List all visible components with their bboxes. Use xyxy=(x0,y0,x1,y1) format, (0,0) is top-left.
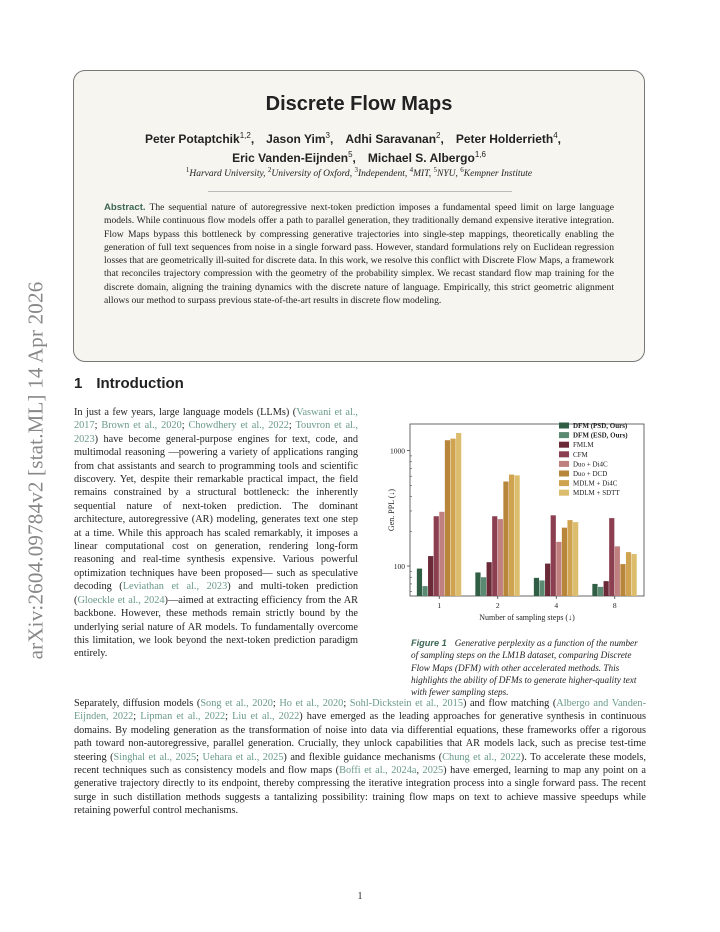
body-text: ; xyxy=(181,420,189,432)
affiliation-number: 5 xyxy=(433,166,438,174)
bar xyxy=(592,584,597,596)
figure-label: Figure 1 xyxy=(411,638,447,648)
legend-label: Duo + DCD xyxy=(573,470,608,478)
bar xyxy=(498,519,503,596)
bar xyxy=(492,516,497,596)
citation-link[interactable]: Uehara et al., 2025 xyxy=(202,751,284,763)
legend-swatch xyxy=(559,423,569,429)
figure-caption xyxy=(411,637,647,698)
bar xyxy=(626,552,631,596)
paper-title: Discrete Flow Maps xyxy=(265,93,453,115)
title-abstract-box xyxy=(73,70,645,362)
legend-swatch xyxy=(559,461,569,467)
bar xyxy=(487,562,492,596)
author-affiliation-mark: 4 xyxy=(553,131,558,140)
bar xyxy=(450,439,455,596)
intro-paragraph-1 xyxy=(74,406,358,661)
bar xyxy=(428,556,433,596)
affiliation-name: MIT xyxy=(413,169,429,180)
citation-link[interactable]: Chung et al., 2022 xyxy=(442,751,521,763)
legend-swatch xyxy=(559,490,569,496)
affiliation-number: 2 xyxy=(267,166,272,174)
abstract-body: The sequential nature of autoregressive next-token prediction imposes a fundamental speed limit on large language models. While continuous flow models offer a path to parallel generation, they traditionally demand expensive iterative integration. Flow Maps bypass this bottleneck by compressing generative trajectories into single-step mappings, theoretically enabling the generation of full text sequences from noise in a single forward pass. However, standard formulations rely on Euclidean regression losses that are geometrically ill-suited for discrete data. In this work, we resolve this conflict with Discrete Flow Maps, a framework that reconciles trajectory compression with the geometry of the probability simplex. We recast standard flow map training for the discrete domain, aligning the training dynamics with the discrete nature of language. Empirically, this strict geometric alignment allows our method to surpass previous state-of-the-art results in discrete flow modeling. xyxy=(104,202,614,307)
bar xyxy=(632,554,637,596)
citation-link[interactable]: Brown et al., 2020 xyxy=(101,420,182,432)
affiliation-number: 4 xyxy=(409,166,414,174)
bar xyxy=(620,564,625,596)
page-number: 1 xyxy=(357,891,363,902)
bar xyxy=(609,518,614,596)
bar xyxy=(567,520,572,596)
x-axis-label: Number of sampling steps (↓) xyxy=(479,613,575,622)
body-text: ; xyxy=(288,420,296,432)
section-title: Introduction xyxy=(96,375,184,392)
author-affiliation-mark: 1,2 xyxy=(239,131,251,140)
body-text: Separately, diffusion models ( xyxy=(74,698,201,709)
body-text: ) have emerged as the leading approaches for generative synthesis in continuous domains. By modeling generation as the transformation of noise into data via differential equations, these frameworks offer a rigorous path toward non-autoregressive, parallel generation. Crucially, they unlock capabilities that AR models lack, such as precise test-time steering ( xyxy=(74,711,646,763)
citation-link[interactable]: Singhal et al., 2025 xyxy=(113,751,197,763)
body-text: , xyxy=(416,765,423,777)
citation-link[interactable]: Boffi et al., 2024a xyxy=(339,765,417,777)
legend-swatch xyxy=(559,480,569,486)
body-text: ; xyxy=(343,698,350,709)
abstract xyxy=(104,201,614,307)
affiliation-list: $^1$Harvard University, $^2$University of Oxford, $^3$Independent, $^4$MIT, $^5$NYU, $^6$Kempner Institute xyxy=(185,166,533,180)
citation-link[interactable]: Leviathan et al., 2023 xyxy=(122,581,228,593)
bar xyxy=(598,587,603,596)
bar xyxy=(573,522,578,596)
bar xyxy=(422,586,427,596)
divider xyxy=(208,191,512,192)
body-text: ) and flow matching ( xyxy=(462,698,557,709)
body-text: ; xyxy=(272,698,280,709)
arxiv-id-text: arXiv:2604.09784v2 [stat.ML] 14 Apr 2026 xyxy=(23,281,48,659)
body-text: ). To accelerate these models, recent techniques such as consistency models and flow maps ( xyxy=(74,751,646,777)
citation-link[interactable]: Sohl-Dickstein et al., 2015 xyxy=(349,698,463,709)
arxiv-identifier xyxy=(16,250,56,690)
body-text: ; xyxy=(196,751,203,763)
author-name: Peter Potaptchik xyxy=(145,132,240,146)
figure-1-chart xyxy=(382,416,650,626)
legend-label: DFM (ESD, Ours) xyxy=(573,431,628,440)
body-text: ; xyxy=(225,711,233,723)
author-name: Eric Vanden-Eijnden xyxy=(232,151,349,165)
abstract-label: Abstract. xyxy=(104,202,146,213)
intro-paragraph-2 xyxy=(74,697,646,818)
y-tick-label: 1000 xyxy=(390,446,405,456)
affiliation-number: 3 xyxy=(354,166,358,174)
x-tick-label: 8 xyxy=(612,601,617,610)
bar xyxy=(562,528,567,596)
legend-swatch xyxy=(559,451,569,457)
citation-link[interactable]: Chowdhery et al., 2022 xyxy=(188,420,289,432)
y-tick-label: 100 xyxy=(393,562,405,572)
x-tick-label: 4 xyxy=(554,601,559,610)
caption-text: Generative perplexity as a function of the number of sampling steps on the LM1B dataset, comparing Discrete Flow Maps (DFM) with other accelerated methods. This highlights the ability of DFMs to generate higher-quality text with fewer sampling steps. xyxy=(411,638,638,698)
bar xyxy=(456,433,461,596)
bar xyxy=(445,440,450,596)
author-affiliation-mark: 1,6 xyxy=(474,150,486,159)
bar xyxy=(556,542,561,596)
affiliation-name: University of Oxford xyxy=(271,169,350,180)
legend-swatch xyxy=(559,471,569,477)
affiliation-name: NYU xyxy=(437,169,456,180)
bar xyxy=(545,564,550,596)
bar xyxy=(481,577,486,596)
x-tick-label: 1 xyxy=(437,601,442,610)
bar-chart xyxy=(382,416,650,626)
citation-link[interactable]: Gloeckle et al., 2024 xyxy=(77,594,165,606)
body-text: ) have emerged, learning to map any point on a generative trajectory directly to its endpoint, thereby compressing the iterative integration process into a single forward pass. The recent surge in such distillation methods suggests a tantalizing possibility: training flow maps on text to achieve massive speedups while retaining powerful control mechanisms. xyxy=(74,765,646,817)
legend-label: CFM xyxy=(573,450,588,459)
legend-swatch xyxy=(559,442,569,448)
x-tick-label: 2 xyxy=(495,601,500,610)
author-affiliation-mark: 2 xyxy=(436,131,441,140)
affiliation-name: Harvard University xyxy=(189,169,264,180)
citation-link[interactable]: Vaswani et al., 2017 xyxy=(74,407,358,432)
body-text: )—aimed at extracting efficiency from the AR backbone. However, these methods remain strictly bound by the underlying serial nature of AR models. To fundamentally overcome this limitation, we look beyond the next-token prediction paradigm entirely. xyxy=(74,594,358,660)
bar xyxy=(604,581,609,596)
legend-label: FMLM xyxy=(573,441,594,450)
affiliation-name: Independent xyxy=(357,169,405,180)
citation-link[interactable]: Ho et al., 2020 xyxy=(279,698,344,709)
bar xyxy=(534,578,539,596)
legend-label: Duo + Di4C xyxy=(573,460,608,469)
citation-link[interactable]: Albergo and Vanden-Eijnden, 2022 xyxy=(74,698,647,723)
legend-label: MDLM + Di4C xyxy=(573,479,618,488)
body-text: In just a few years, large language models (LLMs) ( xyxy=(74,407,297,418)
bar xyxy=(417,569,422,596)
bar xyxy=(539,580,544,596)
author-name: Michael S. Albergo xyxy=(367,151,475,165)
y-axis-label: Gen. PPL (↓) xyxy=(387,488,396,532)
body-text: ) and flexible guidance mechanisms ( xyxy=(283,751,443,763)
bar xyxy=(509,475,514,596)
legend-label: DFM (PSD, Ours) xyxy=(573,422,628,430)
section-number: 1 xyxy=(74,375,83,392)
citation-link[interactable]: Song et al., 2020 xyxy=(200,698,273,709)
citation-link[interactable]: Liu et al., 2022 xyxy=(232,711,300,723)
affiliation-number: 6 xyxy=(460,166,464,174)
section-heading xyxy=(74,375,184,392)
body-text: ) and multi-token prediction ( xyxy=(74,581,359,606)
citation-link[interactable]: 2025 xyxy=(422,765,444,777)
author-name: Adhi Saravanan xyxy=(345,132,437,146)
legend-label: MDLM + SDTT xyxy=(573,489,620,498)
bar xyxy=(615,546,620,596)
bar xyxy=(551,515,556,596)
author-name: Jason Yim xyxy=(266,132,326,146)
bar xyxy=(475,572,480,596)
bar xyxy=(503,481,508,596)
author-list: Peter Potaptchik$^{1,2}$, Jason Yim$^3$, Adhi Saravanan$^2$, Peter Holderrieth$^4$, Eric Vanden-Eijnden$^5$, Michael S. Albergo$^{1,6}$ xyxy=(145,131,573,165)
bar xyxy=(515,475,520,596)
body-text: ) have become general-purpose engines for text, code, and multimodal reasoning —powering a variety of applications ranging from chat assistants and search to programming tools and scientific discovery. Yet, despite their remarkable practical impact, the field remains constrained by a structural bottleneck: the inherently sequential nature of next-token prediction. The dominant architecture, autoregressive (AR) modeling, generates text one step at a time. While this approach has scaled remarkably, it imposes a linear computational cost on generation, rendering long-form reasoning and real-time synthesis expensive. Various powerful optimization techniques have been proposed— such as speculative decoding ( xyxy=(74,433,358,593)
legend-swatch xyxy=(559,432,569,438)
body-text: ; xyxy=(133,711,141,723)
body-text: ; xyxy=(94,420,102,432)
author-affiliation-mark: 5 xyxy=(348,150,353,159)
citation-link[interactable]: Lipman et al., 2022 xyxy=(140,711,226,723)
author-affiliation-mark: 3 xyxy=(325,131,330,140)
bar xyxy=(439,512,444,596)
bar xyxy=(434,516,439,596)
affiliation-name: Kempner Institute xyxy=(463,169,533,180)
affiliation-number: 1 xyxy=(185,166,190,174)
citation-link[interactable]: Touvron et al., 2023 xyxy=(74,420,359,445)
author-name: Peter Holderrieth xyxy=(455,132,554,146)
